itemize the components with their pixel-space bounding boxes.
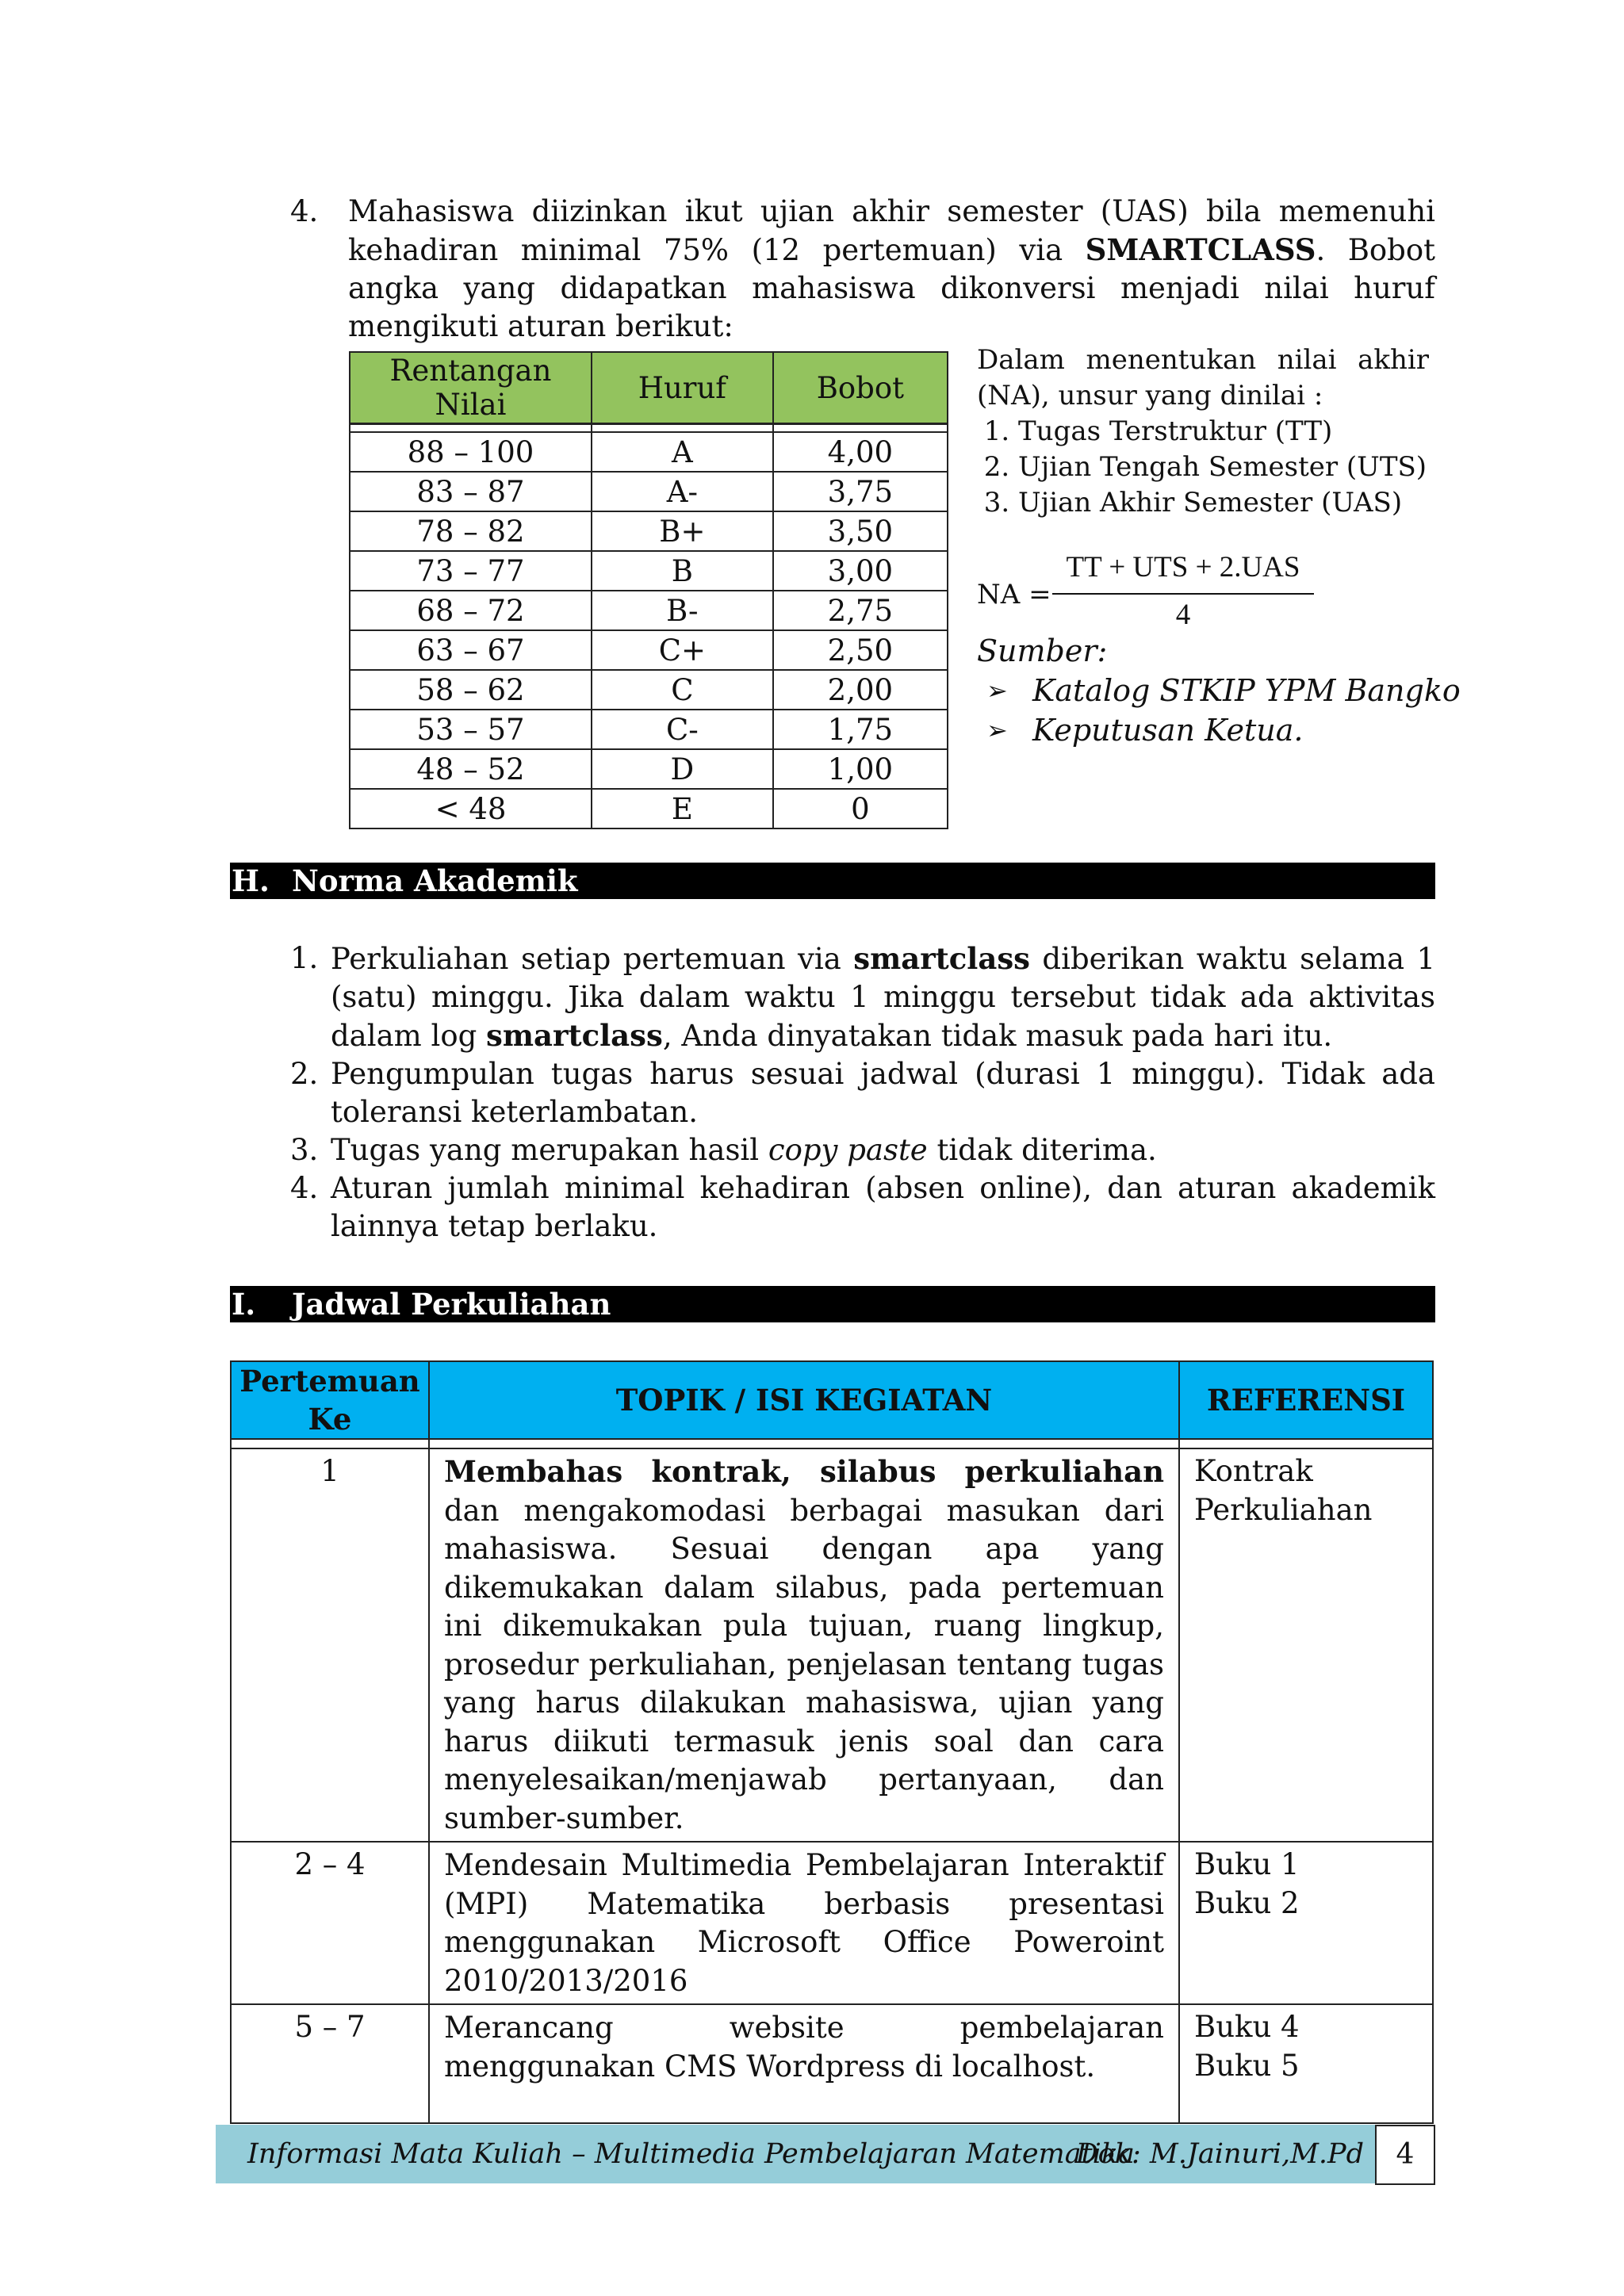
range-cell: 73 – 77 xyxy=(350,551,592,591)
grade-row xyxy=(350,670,948,710)
weight-cell: 3,75 xyxy=(773,472,948,511)
source-item: ➢ Katalog STKIP YPM Bangko xyxy=(977,671,1461,710)
item-number: 2. xyxy=(290,1057,319,1091)
meeting-cell: 2 – 4 xyxy=(231,1842,429,2004)
range-cell: 83 – 87 xyxy=(350,472,592,511)
smartclass-bold: SMARTCLASS xyxy=(1085,232,1316,267)
page-number: 4 xyxy=(1375,2125,1435,2185)
section-letter: I. xyxy=(232,1287,256,1322)
weight-cell: 4,00 xyxy=(773,432,948,472)
grade-row xyxy=(350,630,948,670)
list-item: 1. Tugas Terstruktur (TT) xyxy=(1018,414,1429,450)
table-row xyxy=(231,1842,1433,2004)
grade-row xyxy=(350,789,948,828)
header-meeting: Pertemuan Ke xyxy=(231,1361,429,1439)
item-number: 4. xyxy=(290,1171,319,1205)
sources-label: Sumber: xyxy=(977,633,1108,668)
arrow-bullet-icon: ➢ xyxy=(986,715,1008,745)
list-item: 4. Aturan jumlah minimal kehadiran (absen online), dan aturan akademik lainnya tetap berlaku. xyxy=(290,1171,1435,1243)
formula-denominator: 4 xyxy=(1175,599,1191,631)
topic-cell: Merancang website pembelajaran menggunakan CMS Wordpress di localhost. xyxy=(429,2004,1179,2123)
weight-cell: 1,75 xyxy=(773,710,948,749)
sources xyxy=(977,631,1461,750)
range-cell: 58 – 62 xyxy=(350,670,592,710)
reference-cell: Buku 4 Buku 5 xyxy=(1179,2004,1433,2123)
section-i-heading xyxy=(230,1286,1435,1322)
list-item: 3. Ujian Akhir Semester (UAS) xyxy=(1018,485,1429,521)
weight-cell: 1,00 xyxy=(773,749,948,789)
formula-numerator: TT + UTS + 2.UAS xyxy=(1066,551,1300,584)
letter-cell: C xyxy=(592,670,773,710)
norma-akademik-list xyxy=(290,939,1435,1246)
range-cell: 68 – 72 xyxy=(350,591,592,630)
weight-cell: 3,00 xyxy=(773,551,948,591)
grade-table xyxy=(349,351,948,829)
weight-cell: 2,75 xyxy=(773,591,948,630)
table-row xyxy=(231,1448,1433,1842)
section-title: Norma Akademik xyxy=(292,863,578,898)
final-grade-intro: Dalam menentukan nilai akhir (NA), unsur yang dinilai : xyxy=(977,344,1429,411)
meeting-cell: 5 – 7 xyxy=(231,2004,429,2123)
weight-cell: 0 xyxy=(773,789,948,828)
header-reference: REFERENSI xyxy=(1179,1361,1433,1439)
letter-cell: C- xyxy=(592,710,773,749)
range-cell: 48 – 52 xyxy=(350,749,592,789)
topic-cell: Mendesain Multimedia Pembelajaran Interaktif (MPI) Matematika berbasis presentasi menggunakan Microsoft Office Poweroint 2010/2013/2016 xyxy=(429,1842,1179,2004)
grade-row xyxy=(350,749,948,789)
table-row xyxy=(231,2004,1433,2123)
requirements-text: Mahasiswa diizinkan ikut ujian akhir semester (UAS) bila memenuhi kehadiran minimal 75% (12 pertemuan) via SMARTCLASS. Bobot angka yang didapatkan mahasiswa dikonversi menjadi nilai huruf mengikuti aturan berikut: xyxy=(348,194,1435,343)
topic-cell: Membahas kontrak, silabus perkuliahan dan mengakomodasi berbagai masukan dari mahasiswa. Sesuai dengan apa yang dikemukakan dalam silabus, pada pertemuan ini dikemukakan pula tujuan, ruang lingkup, prosedur perkuliahan, penjelasan tentang tugas yang harus dilakukan mahasiswa, ujian yang harus diikuti termasuk jenis soal dan cara menyelesaikan/menjawab pertanyaan, dan sumber-sumber. xyxy=(429,1448,1179,1842)
grade-row xyxy=(350,551,948,591)
letter-cell: B- xyxy=(592,591,773,630)
section-title: Jadwal Perkuliahan xyxy=(292,1287,611,1322)
meeting-cell: 1 xyxy=(231,1448,429,1842)
range-cell: 88 – 100 xyxy=(350,432,592,472)
letter-cell: E xyxy=(592,789,773,828)
final-grade-notes xyxy=(977,342,1429,521)
header-range: Rentangan Nilai xyxy=(350,352,592,424)
item-number: 3. xyxy=(290,1133,319,1167)
grade-row xyxy=(350,432,948,472)
grade-table-header xyxy=(350,352,948,424)
list-item: 2. Pengumpulan tugas harus sesuai jadwal (durasi 1 minggu). Tidak ada toleransi keterlambatan. xyxy=(290,1057,1435,1129)
source-item: ➢ Keputusan Ketua. xyxy=(977,710,1461,750)
range-cell: 78 – 82 xyxy=(350,511,592,551)
header-weight: Bobot xyxy=(773,352,948,424)
final-grade-components xyxy=(977,414,1429,521)
weight-cell: 2,50 xyxy=(773,630,948,670)
weight-cell: 3,50 xyxy=(773,511,948,551)
letter-cell: C+ xyxy=(592,630,773,670)
grade-row xyxy=(350,511,948,551)
letter-cell: B xyxy=(592,551,773,591)
header-letter: Huruf xyxy=(592,352,773,424)
list-item: 2. Ujian Tengah Semester (UTS) xyxy=(1018,450,1429,485)
page-footer xyxy=(216,2125,1375,2183)
grade-row xyxy=(350,591,948,630)
requirements-paragraph xyxy=(290,193,1435,346)
fraction-bar xyxy=(1052,593,1314,595)
range-cell: < 48 xyxy=(350,789,592,828)
formula-label: NA = xyxy=(977,579,1051,610)
weight-cell: 2,00 xyxy=(773,670,948,710)
reference-cell: Buku 1 Buku 2 xyxy=(1179,1842,1433,2004)
footer-author: Dok: M.Jainuri,M.Pd xyxy=(1075,2138,1364,2170)
letter-cell: D xyxy=(592,749,773,789)
footer-course-title: Informasi Mata Kuliah – Multimedia Pembelajaran Matematika xyxy=(247,2138,1135,2170)
schedule-header xyxy=(231,1361,1433,1439)
grade-row xyxy=(350,472,948,511)
arrow-bullet-icon: ➢ xyxy=(986,675,1008,706)
letter-cell: A xyxy=(592,432,773,472)
list-item: 3. Tugas yang merupakan hasil copy paste tidak diterima. xyxy=(290,1131,1435,1169)
item-number: 4. xyxy=(290,194,319,228)
grade-row xyxy=(350,710,948,749)
range-cell: 53 – 57 xyxy=(350,710,592,749)
header-topic: TOPIK / ISI KEGIATAN xyxy=(429,1361,1179,1439)
section-letter: H. xyxy=(232,863,270,898)
range-cell: 63 – 67 xyxy=(350,630,592,670)
schedule-table xyxy=(230,1360,1434,2124)
section-h-heading xyxy=(230,863,1435,899)
item-number: 1. xyxy=(290,941,319,975)
letter-cell: B+ xyxy=(592,511,773,551)
list-item: 1. Perkuliahan setiap pertemuan via smartclass diberikan waktu selama 1 (satu) minggu. Jika dalam waktu 1 minggu tersebut tidak ada aktivitas dalam log smartclass, Anda dinyatakan tidak masuk pada hari itu. xyxy=(290,941,1435,1053)
reference-cell: Kontrak Perkuliahan xyxy=(1179,1448,1433,1842)
letter-cell: A- xyxy=(592,472,773,511)
